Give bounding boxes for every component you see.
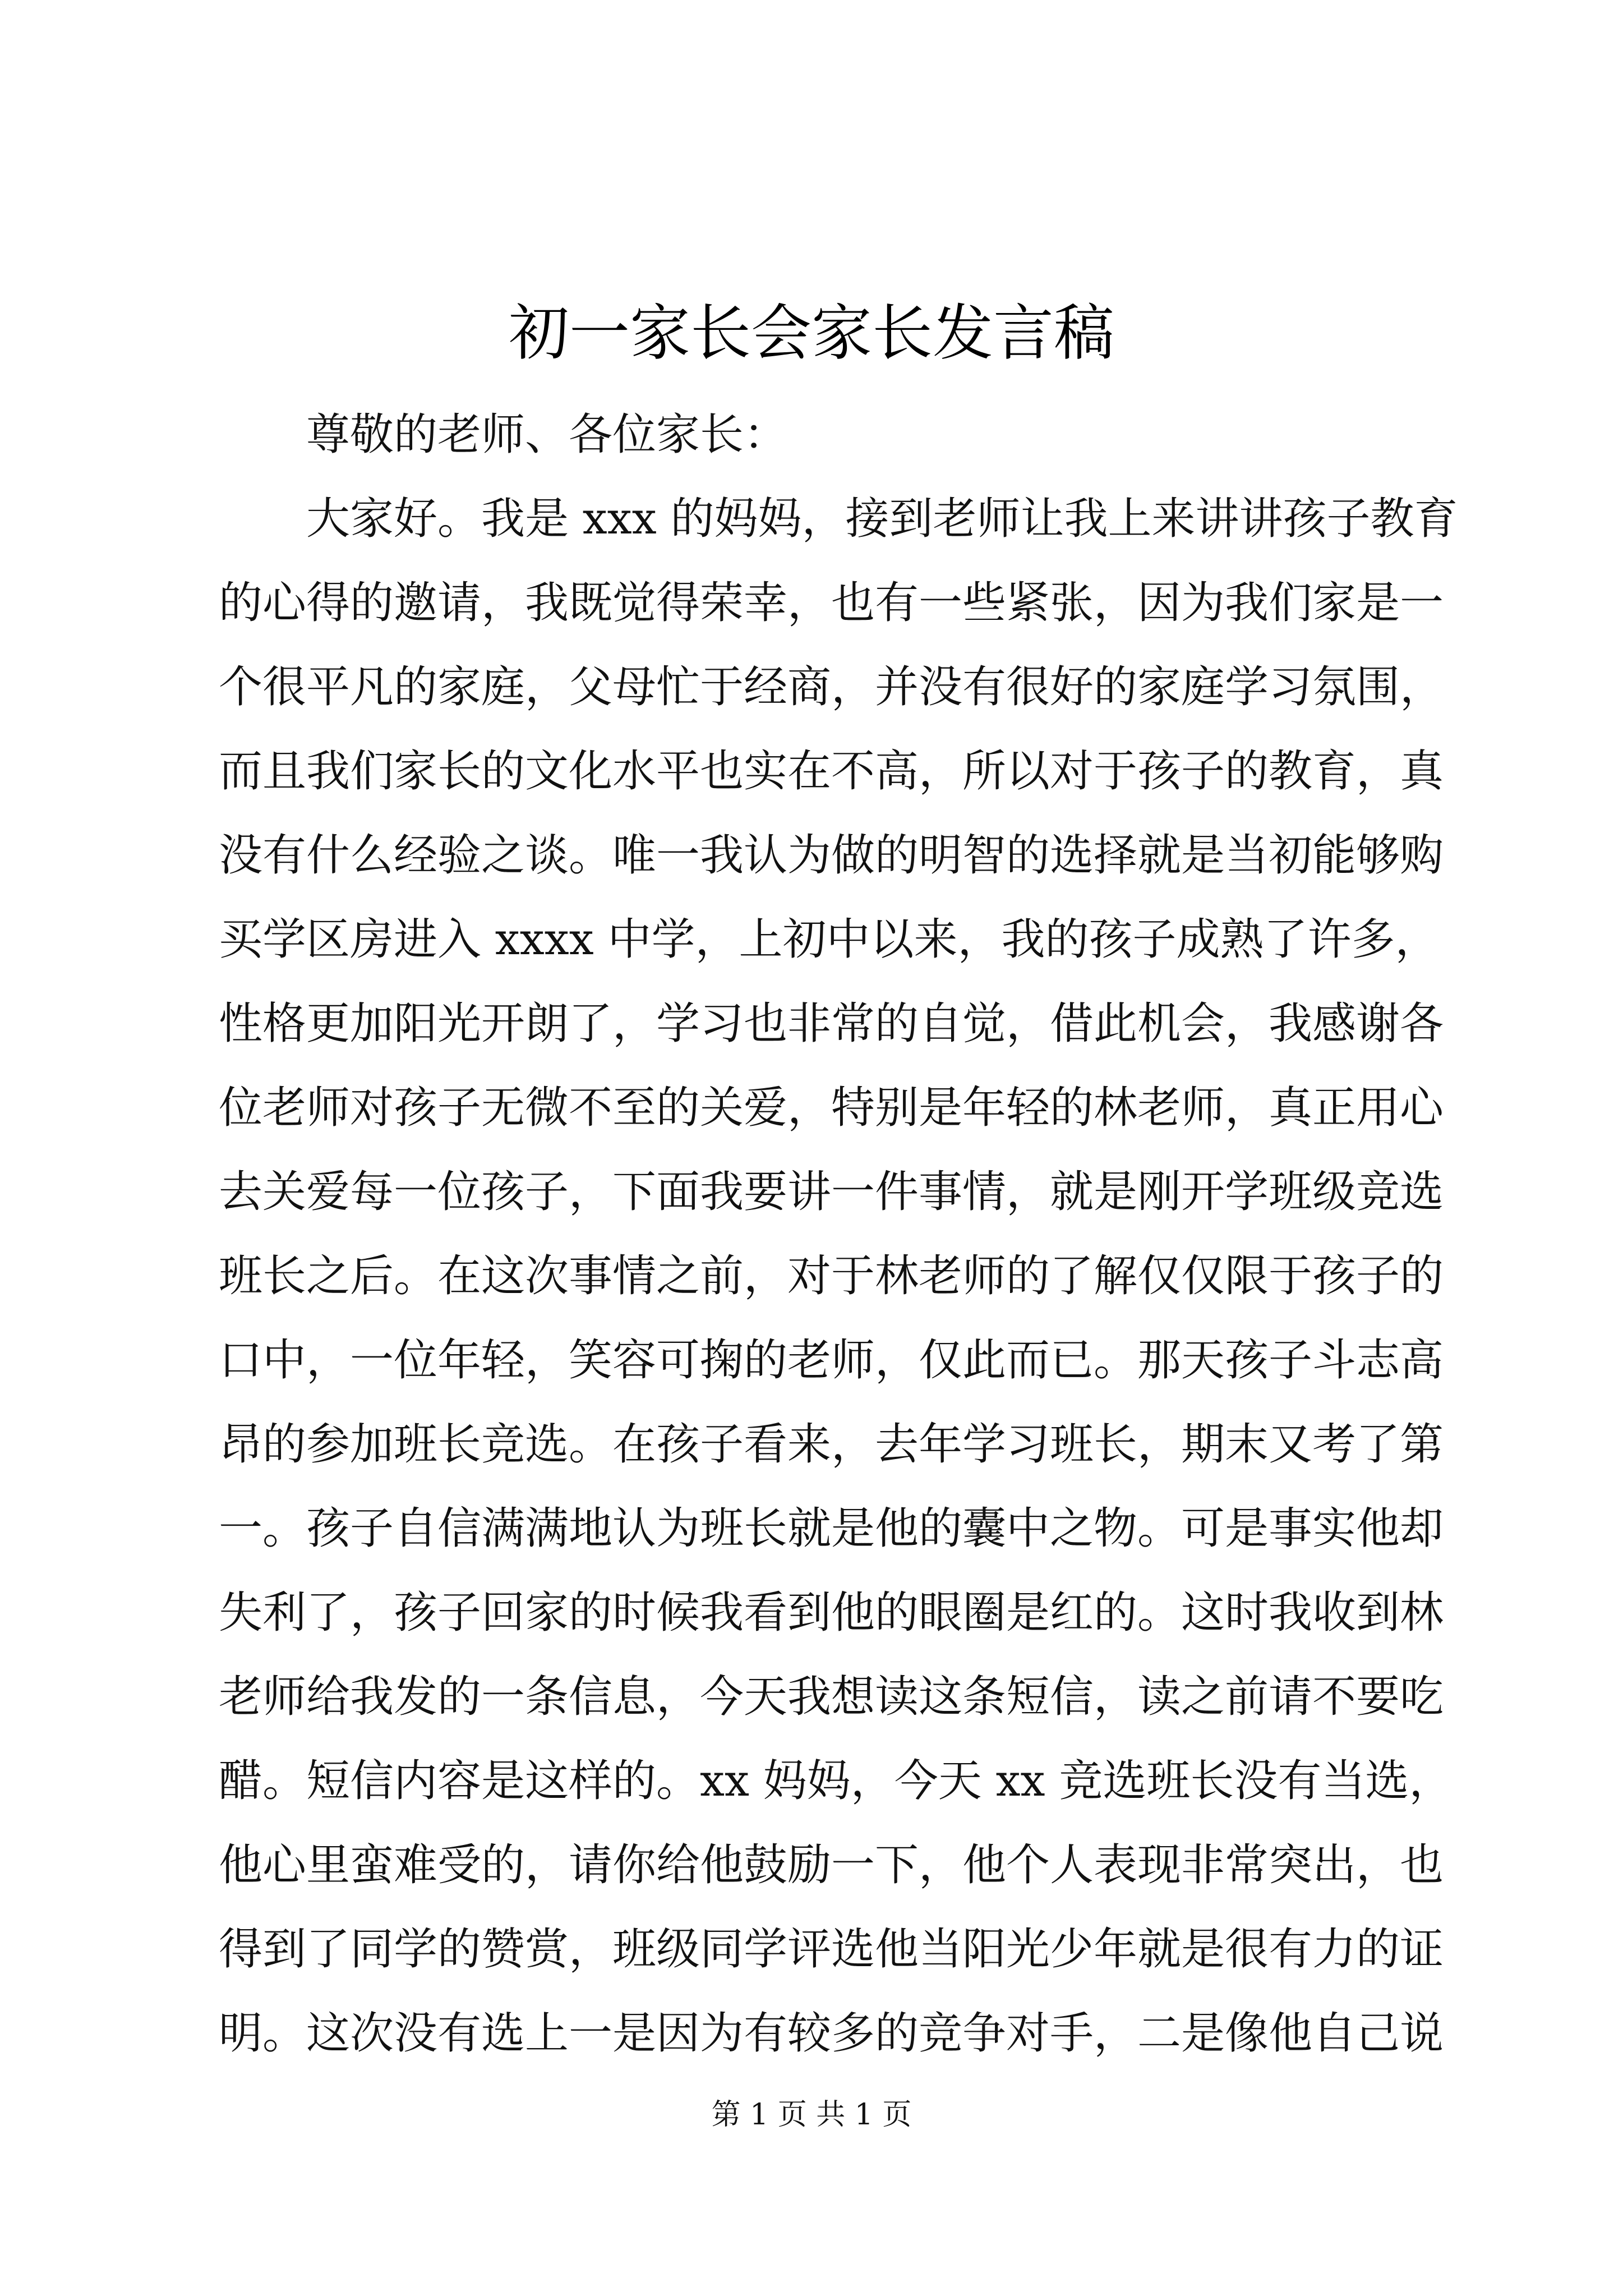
document-body: [219, 393, 1458, 2076]
paragraph-line: 醋。短信内容是这样的。xx 妈妈，今天 xx 竞选班长没有当选，: [219, 1756, 1453, 1806]
paragraph-line: 老师给我发的一条信息，今天我想读这条短信，读之前请不要吃: [219, 1672, 1444, 1722]
document-title: 初一家长会家长发言稿: [508, 298, 1114, 369]
paragraph-line: 失利了，孩子回家的时候我看到他的眼圈是红的。这时我收到林: [219, 1588, 1444, 1638]
paragraph-line: 去关爱每一位孩子，下面我要讲一件事情，就是刚开学班级竞选: [219, 1167, 1444, 1217]
page-footer: 第 1 页 共 1 页: [711, 2098, 912, 2132]
paragraph-line: 位老师对孩子无微不至的关爱，特别是年轻的林老师，真正用心: [219, 1083, 1444, 1133]
paragraph-line: 没有什么经验之谈。唯一我认为做的明智的选择就是当初能够购: [219, 830, 1444, 881]
paragraph-line: 他心里蛮难受的，请你给他鼓励一下，他个人表现非常突出，也: [219, 1840, 1444, 1890]
paragraph-line: 班长之后。在这次事情之前，对于林老师的了解仅仅限于孩子的: [219, 1251, 1444, 1301]
paragraph-line: 昂的参加班长竞选。在孩子看来，去年学习班长，期末又考了第: [219, 1419, 1444, 1470]
paragraph-line: 个很平凡的家庭，父母忙于经商，并没有很好的家庭学习氛围，: [219, 662, 1444, 712]
paragraph-line: 的心得的邀请，我既觉得荣幸，也有一些紧张，因为我们家是一: [219, 578, 1444, 628]
paragraph-line: 一。孩子自信满满地认为班长就是他的囊中之物。可是事实他却: [219, 1503, 1444, 1554]
salutation-line: 尊敬的老师、各位家长：: [306, 409, 788, 460]
paragraph-line: 口中，一位年轻，笑容可掬的老师，仅此而已。那天孩子斗志高: [219, 1335, 1444, 1386]
paragraph-line: 明。这次没有选上一是因为有较多的竞争对手，二是像他自己说: [219, 2008, 1444, 2059]
paragraph-line: 而且我们家长的文化水平也实在不高，所以对于孩子的教育，真: [219, 746, 1444, 797]
paragraph-line: 买学区房进入 xxxx 中学，上初中以来，我的孩子成熟了许多，: [219, 914, 1439, 965]
paragraph-line: 性格更加阳光开朗了，学习也非常的自觉，借此机会，我感谢各: [219, 999, 1444, 1049]
paragraph-line: 大家好。我是 xxx 的妈妈，接到老师让我上来讲讲孩子教育: [306, 494, 1458, 544]
paragraph-line: 得到了同学的赞赏，班级同学评选他当阳光少年就是很有力的证: [219, 1924, 1444, 1975]
